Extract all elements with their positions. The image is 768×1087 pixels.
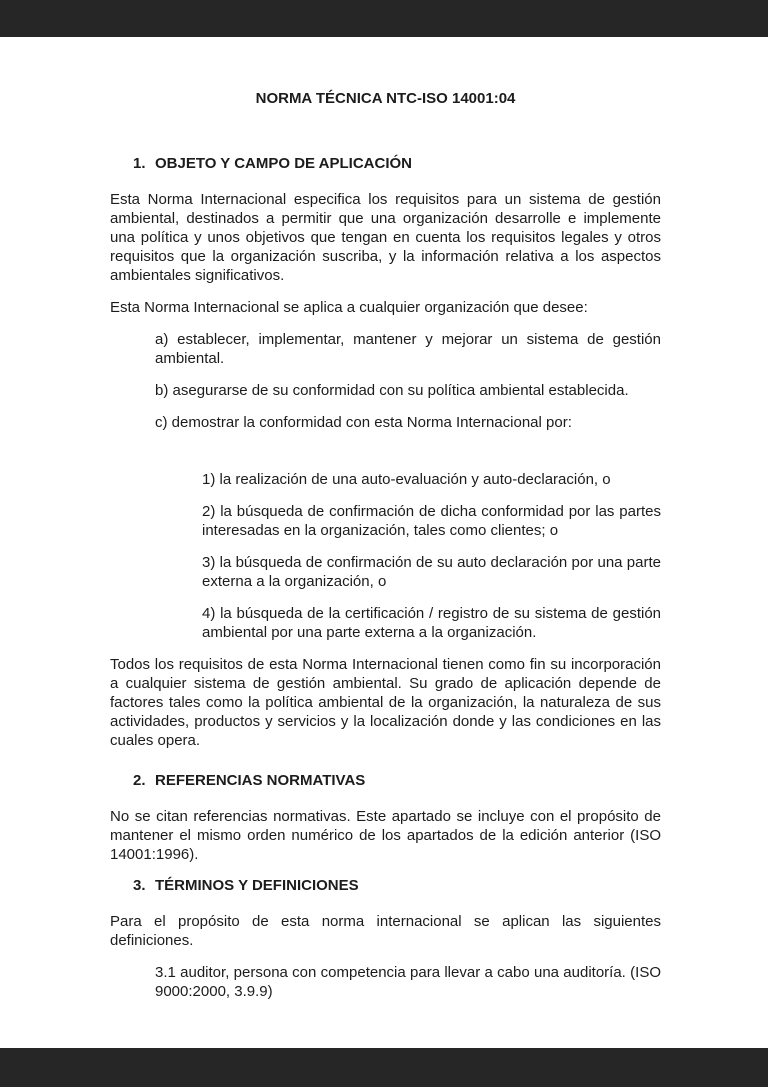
section-2-heading — [133, 771, 661, 790]
section-3-paragraph-1: Para el propósito de esta norma internacional se aplican las siguientes definiciones. — [110, 913, 661, 949]
sublist-item-1: 1) la realización de una auto-evaluación y auto-declaración, o — [202, 471, 611, 488]
section-1-paragraph-1: Esta Norma Internacional especifica los requisitos para un sistema de gestión ambiental, destinados a permitir que una organización desarrolle e implemente una política y unos objetivos que tengan en cuenta los requisitos legales y otros requisitos que la organización suscriba, y la información relativa a los aspectos ambientales significativos. — [110, 191, 661, 284]
list-item-c: c) demostrar la conformidad con esta Norma Internacional por: — [155, 414, 572, 431]
section-2-heading-label: REFERENCIAS NORMATIVAS — [155, 772, 366, 789]
section-1-paragraph-3: Todos los requisitos de esta Norma Internacional tienen como fin su incorporación a cualquier sistema de gestión ambiental. Su grado de aplicación depende de factores tales como la política ambiental de la organización, la naturaleza de sus actividades, productos y servicios y la localización donde y las condiciones en las cuales opera. — [110, 656, 661, 749]
document-page — [0, 37, 768, 1048]
section-1-heading-label: OBJETO Y CAMPO DE APLICACIÓN — [155, 155, 412, 172]
section-3-heading — [133, 876, 661, 895]
section-2-paragraph-1: No se citan referencias normativas. Este apartado se incluye con el propósito de mantener el mismo orden numérico de los apartados de la edición anterior (ISO 14001:1996). — [110, 808, 661, 863]
sublist-item-3: 3) la búsqueda de confirmación de su auto declaración por una parte externa a la organización, o — [202, 554, 661, 590]
section-1-number: 1. — [133, 155, 146, 172]
definition-3-1-auditor: 3.1 auditor, persona con competencia para llevar a cabo una auditoría. (ISO 9000:2000, 3.9.9) — [155, 964, 661, 1000]
section-2-number: 2. — [133, 772, 146, 789]
section-1-heading — [133, 154, 661, 173]
viewer-bottom-bar — [0, 1048, 768, 1087]
list-item-b: b) asegurarse de su conformidad con su política ambiental establecida. — [155, 382, 629, 399]
section-3-number: 3. — [133, 877, 146, 894]
list-item-a: a) establecer, implementar, mantener y mejorar un sistema de gestión ambiental. — [155, 331, 661, 367]
sublist-item-2: 2) la búsqueda de confirmación de dicha conformidad por las partes interesadas en la organización, tales como clientes; o — [202, 503, 661, 539]
document-title: NORMA TÉCNICA NTC-ISO 14001:04 — [255, 90, 516, 107]
viewer-top-bar — [0, 0, 768, 37]
sublist-item-4: 4) la búsqueda de la certificación / registro de su sistema de gestión ambiental por una parte externa a la organización. — [202, 605, 661, 641]
section-1-paragraph-2: Esta Norma Internacional se aplica a cualquier organización que desee: — [110, 299, 588, 316]
section-3-heading-label: TÉRMINOS Y DEFINICIONES — [155, 877, 359, 894]
